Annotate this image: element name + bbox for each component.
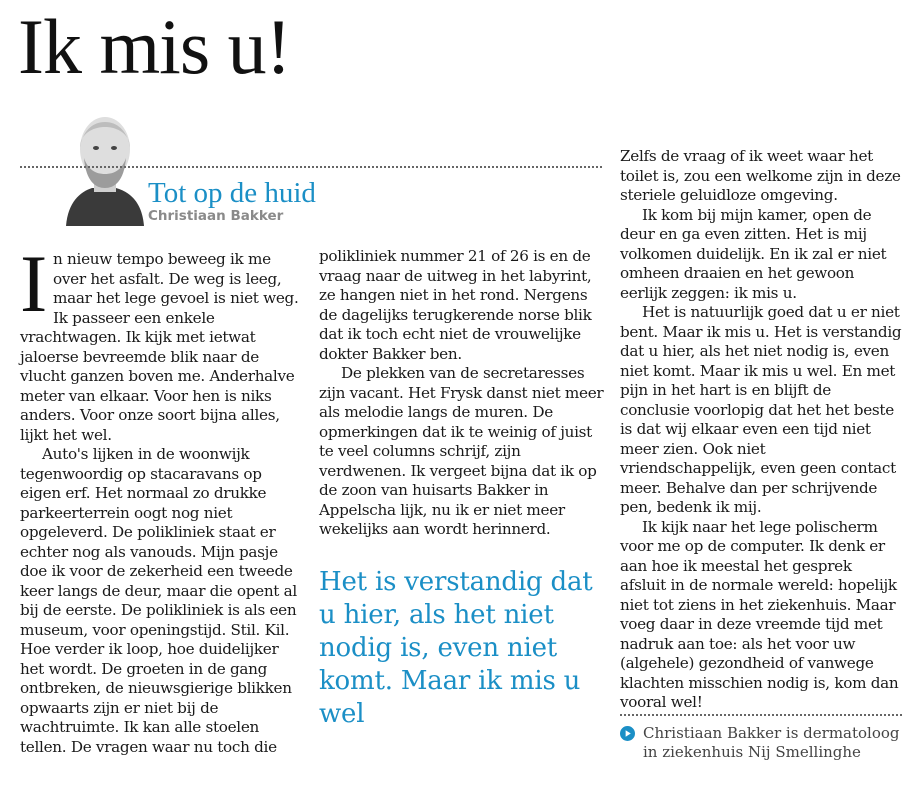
author-bio-text: Christiaan Bakker is dermatoloog in ziekenhuis Nij Smellinghe: [643, 724, 900, 761]
play-circle-icon: [620, 726, 635, 741]
article-column-1: [20, 238, 302, 757]
pull-quote: Het is verstandig dat u hier, als het niet nodig is, even niet komt. Maar ik mis u wel: [319, 567, 593, 729]
article-paragraph: polikliniek nummer 21 of 26 is en de vraag naar de uitweg in het labyrint, ze hangen niet in het rond. Nergens de dagelijks terugkerende norse blik dat ik toch echt niet de vrouwelijke dokter Bakker ben.: [319, 247, 592, 363]
article-paragraph: Zelfs de vraag of ik weet waar het toilet is, zou een welkome zijn in deze steriele geluidloze omgeving.: [620, 147, 901, 204]
bio-dotted-rule: [620, 714, 902, 716]
article-column-3: [620, 147, 902, 713]
article-paragraph: De plekken van de secretaresses zijn vacant. Het Frysk danst niet meer als melodie langs de muren. De opmerkingen dat ik te weinig of juist te veel columns schrijf, zijn verdwenen. Ik vergeet bijna dat ik op de zoon van huisarts Bakker in Appelscha lijk, nu ik er niet meer wekelijks aan wordt herinnerd.: [319, 364, 604, 538]
author-photo: [62, 104, 146, 226]
article-paragraph: Auto's lijken in de woonwijk tegenwoordig op stacaravans op eigen erf. Het normaal zo drukke parkeerterrein oogt nog niet opgeleverd. De polikliniek staat er echter nog als vanouds. Mijn pasje doe ik voor de zekerheid een tweede keer langs de deur, maar die opent al bij de eerste. De polikliniek is als een museum, voor openingstijd. Stil. Kil. Hoe verder ik loop, hoe duidelijker het wordt. De groeten in de gang ontbreken, de nieuwsgierige blikken opwaarts zijn er niet bij de wachtruimte. Ik kan alle stoelen tellen. De vragen waar nu toch die: [20, 445, 297, 756]
author-bio: [620, 724, 905, 762]
headline: Ik mis u!: [18, 3, 291, 90]
dropcap: I: [20, 238, 48, 329]
article-paragraph: Ik kijk naar het lege polischerm voor me op de computer. Ik denk er aan hoe ik meestal het gesprek afsluit in de normale wereld: hopelijk niet tot ziens in het ziekenhuis. Maar voeg daar in deze vreemde tijd met nadruk aan toe: als het voor uw (algehele) gezondheid of vanwege klachten misschien nodig is, kom dan vooral wel!: [620, 517, 899, 711]
article-paragraph: Ik kom bij mijn kamer, open de deur en ga even zitten. Het is mij volkomen duidelijk. En ik zal er niet omheen draaien en het gewoon eerlijk zeggen: ik mis u.: [620, 205, 887, 302]
article-paragraph: n nieuw tempo beweeg ik me over het asfalt. De weg is leeg, maar het lege gevoel is niet weg. Ik passeer een enkele vrachtwagen. Ik kijk met ietwat jaloerse bevreemde blik naar de vlucht ganzen boven me. Anderhalve meter van elkaar. Voor hen is niks anders. Voor onze soort bijna alles, lijkt het wel.: [20, 250, 299, 444]
article-paragraph: Het is natuurlijk goed dat u er niet bent. Maar ik mis u. Het is verstandig dat u hier, als het niet nodig is, even niet komt. Maar ik mis u wel. En met pijn in het hart is en blijft de conclusie voorlopig dat het het beste is dat wij elkaar even een tijd niet meer zien. Ook niet vriendschappelijk, even geen contact meer. Behalve dan per schrijvende pen, bedenk ik mij.: [620, 303, 902, 516]
byline: Christiaan Bakker: [148, 208, 284, 224]
column-name: Tot op de huid: [148, 177, 316, 209]
article-column-2: [319, 247, 604, 540]
header-dotted-rule: [20, 166, 602, 168]
